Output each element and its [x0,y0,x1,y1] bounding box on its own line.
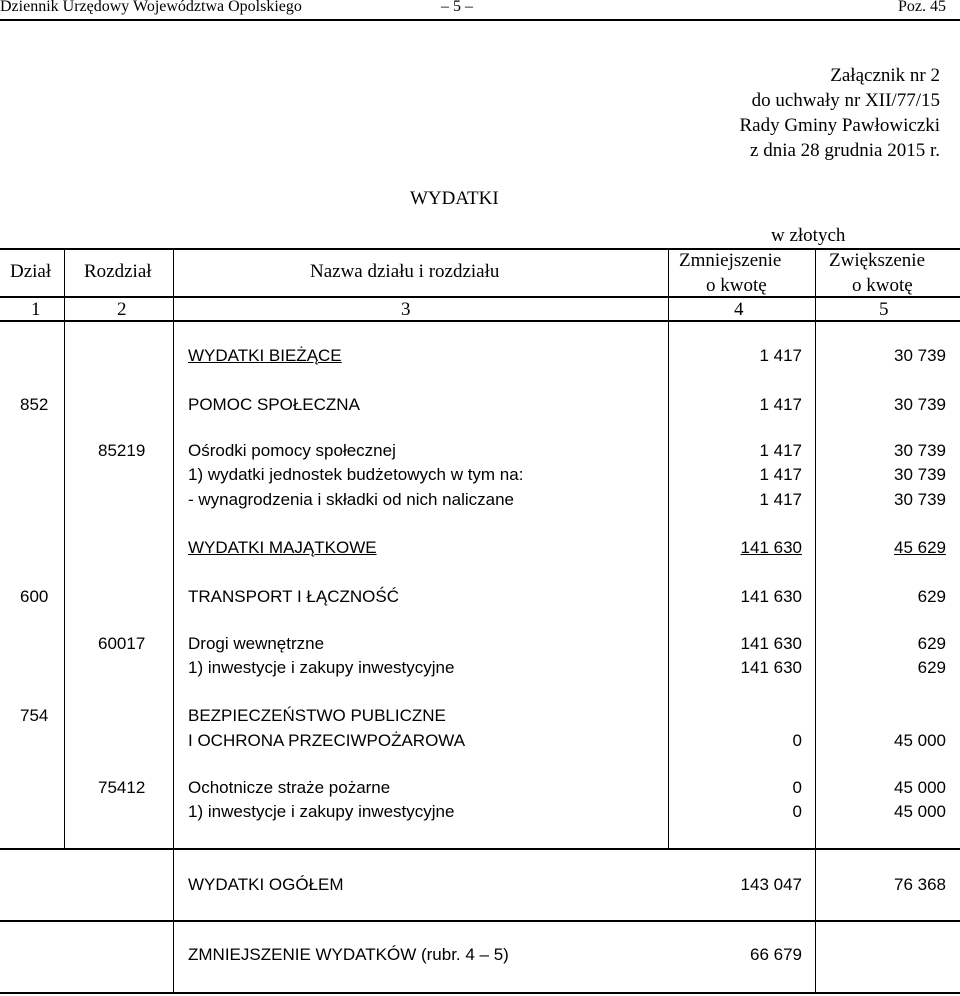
col-rozdzial: Rozdział [84,261,152,282]
header-rule [0,19,960,21]
position-number: Poz. 45 [898,0,946,15]
col-num-2: 2 [117,299,127,320]
rozdzial-75412-code: 75412 [98,778,146,797]
rozdzial-60017-name: Drogi wewnętrzne [188,634,325,653]
col-divider-4 [815,248,816,848]
col-num-3: 3 [401,299,411,320]
dzial-852-name: POMOC SPOŁECZNA [188,395,360,414]
rozdzial-60017-item-1: 1) inwestycje i zakupy inwestycyjne [188,658,455,677]
rozdzial-85219-item-1-inc: 30 739 [894,465,946,484]
rozdzial-60017-dec: 141 630 [740,634,802,653]
col-zwiekszenie: Zwiększenie [829,250,926,271]
total-dec: 143 047 [740,875,802,894]
dzial-754-code: 754 [20,706,49,725]
reduction-value: 66 679 [750,945,802,964]
col-divider-3 [668,248,669,848]
col-zmniejszenie: Zmniejszenie [679,250,782,271]
journal-title: Dziennik Urzędowy Województwa Opolskiego [0,0,302,15]
table-top-rule [0,248,960,250]
col-nazwa: Nazwa działu i rozdziału [310,261,500,282]
rozdzial-75412-name: Ochotnicze straże pożarne [188,778,391,797]
col-zmniejszenie-sub: o kwotę [706,275,767,296]
biezace-inc: 30 739 [894,346,946,365]
rozdzial-85219-name: Ośrodki pomocy społecznej [188,441,396,460]
dzial-600-dec: 141 630 [740,587,802,606]
rozdzial-85219-item-2-dec: 1 417 [759,490,802,509]
dzial-600-inc: 629 [917,587,946,606]
attachment-line-1: Załącznik nr 2 [830,65,940,86]
rozdzial-75412-inc: 45 000 [894,778,946,797]
rozdzial-85219-item-1: 1) wydatki jednostek budżetowych w tym na: [188,465,524,484]
document-title: WYDATKI [410,188,499,209]
rozdzial-60017-item-1-inc: 629 [917,658,946,677]
dzial-852-code: 852 [20,395,49,414]
rozdzial-60017-code: 60017 [98,634,146,653]
rozdzial-85219-inc: 30 739 [894,441,946,460]
rozdzial-75412-item-1: 1) inwestycje i zakupy inwestycyjne [188,802,455,821]
majatkowe-dec: 141 630 [740,538,802,557]
rozdzial-85219-item-2-inc: 30 739 [894,490,946,509]
rozdzial-85219-item-2: - wynagrodzenia i składki od nich naliczane [188,490,515,509]
rozdzial-85219-item-1-dec: 1 417 [759,465,802,484]
dzial-754-name-1: BEZPIECZEŃSTWO PUBLICZNE [188,706,446,725]
unit-label: w złotych [771,225,846,246]
section-biezace: WYDATKI BIEŻĄCE [188,346,342,365]
total-bottom-rule [0,920,960,922]
dzial-754-dec: 0 [792,731,802,750]
rozdzial-60017-item-1-dec: 141 630 [740,658,802,677]
total-inc: 76 368 [894,875,946,894]
reduction-bottom-rule [0,992,960,994]
total-name: WYDATKI OGÓŁEM [188,875,344,894]
rozdzial-75412-item-1-inc: 45 000 [894,802,946,821]
header-bottom-rule [0,296,960,298]
rozdzial-85219-code: 85219 [98,441,146,460]
rozdzial-75412-dec: 0 [792,778,802,797]
section-majatkowe: WYDATKI MAJĄTKOWE [188,538,377,557]
numbers-bottom-rule [0,320,960,322]
biezace-dec: 1 417 [759,346,802,365]
col-divider-2 [173,248,174,848]
col-num-4: 4 [734,299,744,320]
col-num-5: 5 [879,299,889,320]
reduction-name: ZMNIEJSZENIE WYDATKÓW (rubr. 4 – 5) [188,945,509,964]
dzial-600-code: 600 [20,587,49,606]
dzial-754-inc: 45 000 [894,731,946,750]
attachment-line-3: Rady Gminy Pawłowiczki [739,115,940,136]
col-divider-1 [64,248,65,848]
dzial-852-inc: 30 739 [894,395,946,414]
attachment-line-2: do uchwały nr XII/77/15 [751,90,940,111]
attachment-line-4: z dnia 28 grudnia 2015 r. [750,140,940,161]
dzial-754-name-2: I OCHRONA PRZECIWPOŻAROWA [188,731,466,750]
majatkowe-inc: 45 629 [894,538,946,557]
rozdzial-75412-item-1-dec: 0 [792,802,802,821]
col-num-1: 1 [31,299,41,320]
dzial-852-dec: 1 417 [759,395,802,414]
rozdzial-85219-dec: 1 417 [759,441,802,460]
rozdzial-60017-inc: 629 [917,634,946,653]
page-number: – 5 – [441,0,473,15]
total-top-rule [0,848,960,850]
col-zwiekszenie-sub: o kwotę [852,275,913,296]
col-dzial: Dział [10,261,52,282]
dzial-600-name: TRANSPORT I ŁĄCZNOŚĆ [188,587,399,606]
